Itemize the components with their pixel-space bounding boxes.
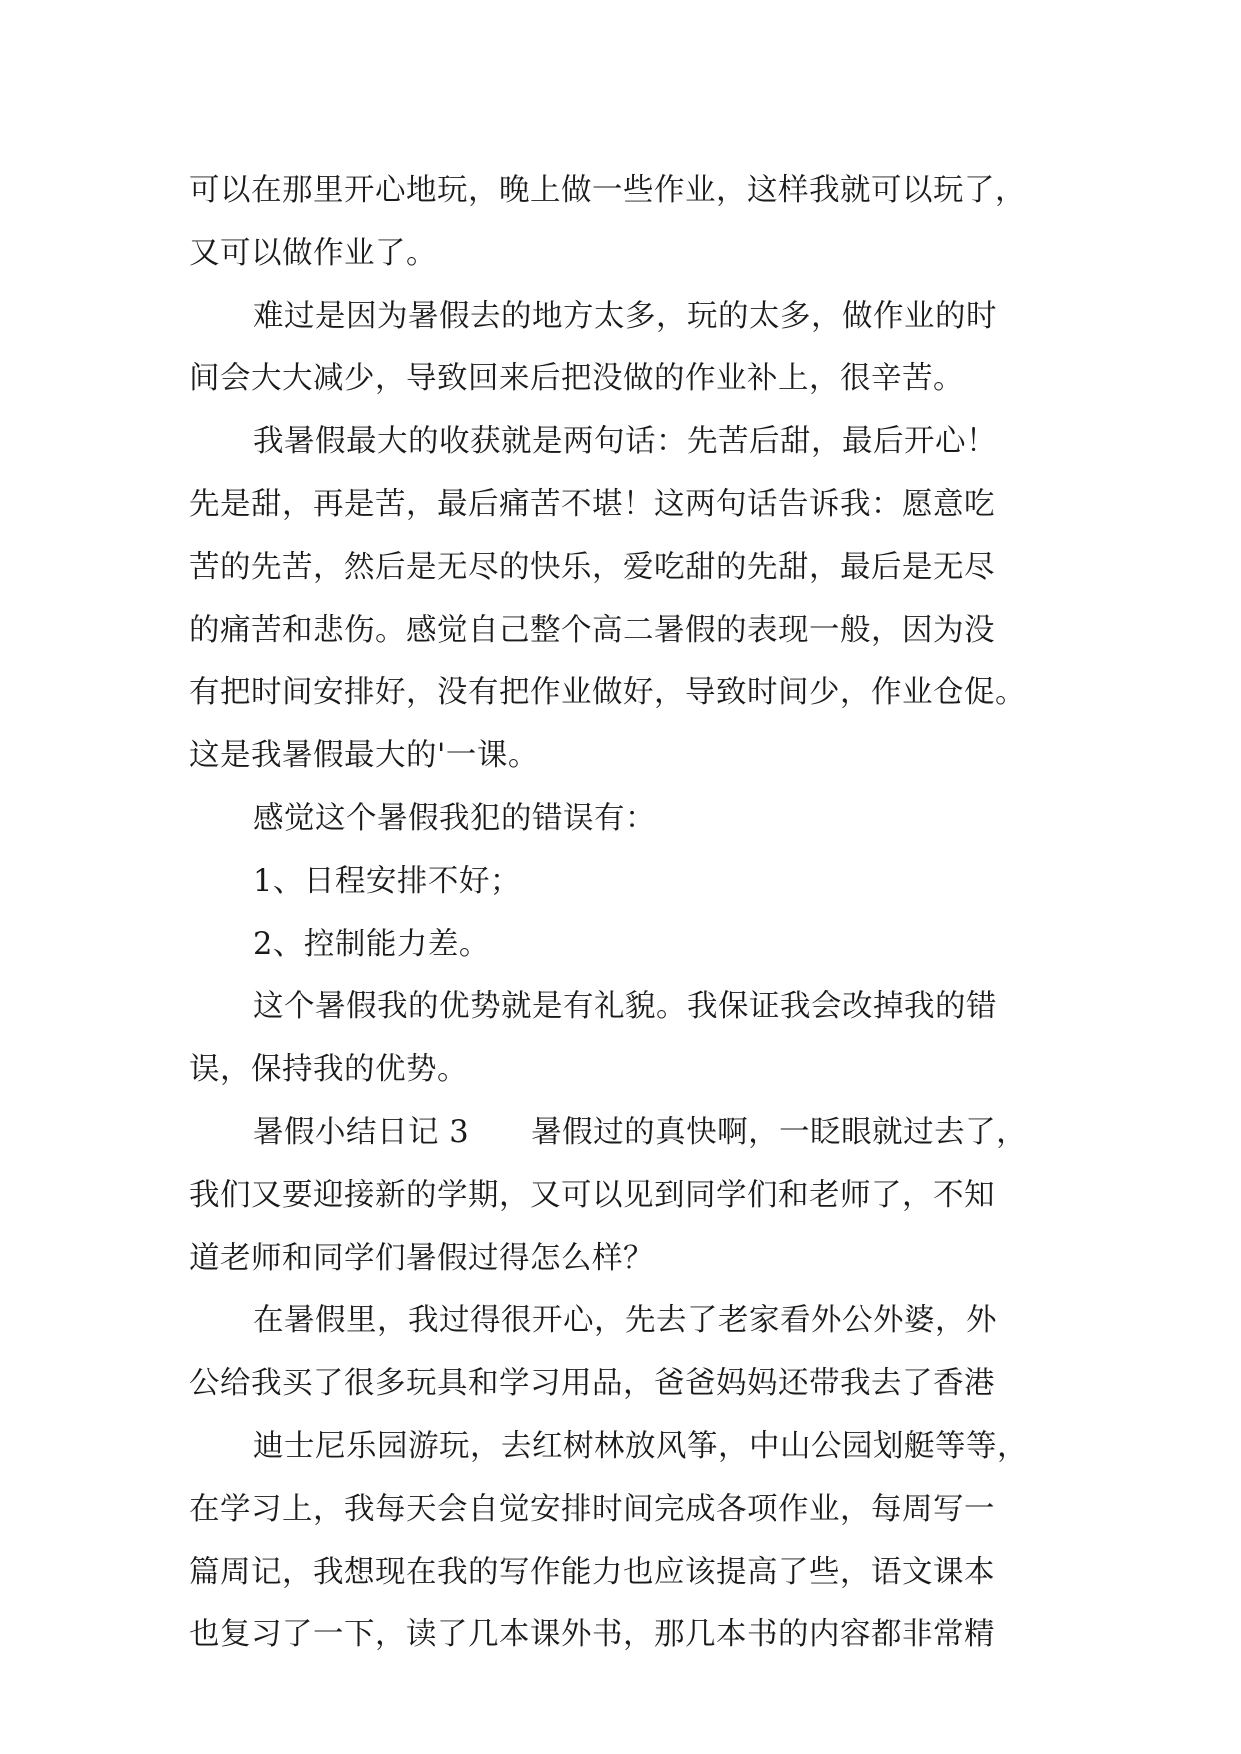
text-line: 误，保持我的优势。 bbox=[189, 1052, 468, 1088]
text-line: 又可以做作业了。 bbox=[189, 235, 437, 271]
text-line: 苦的先苦，然后是无尽的快乐，爱吃甜的先甜，最后是无尽 bbox=[189, 549, 995, 585]
text-line: 可以在那里开心地玩，晚上做一些作业，这样我就可以玩了， bbox=[189, 173, 1026, 208]
text-line: 在暑假里，我过得很开心，先去了老家看外公外婆，外 bbox=[253, 1303, 997, 1339]
list-item: 2、控制能力差。 bbox=[253, 926, 490, 962]
text-line: 感觉这个暑假我犯的错误有： bbox=[253, 800, 656, 836]
text-line: 我暑假最大的收获就是两句话：先苦后甜，最后开心！ bbox=[253, 424, 997, 460]
text-line: 这是我暑假最大的'一课。 bbox=[189, 738, 539, 774]
text-line: 迪士尼乐园游玩，去红树林放风筝，中山公园划艇等等， bbox=[253, 1428, 1028, 1464]
text-line: 暑假小结日记 3 暑假过的真快啊，一眨眼就过去了， bbox=[253, 1114, 1028, 1150]
text-line: 公给我买了很多玩具和学习用品，爸爸妈妈还带我去了香港 bbox=[189, 1366, 995, 1402]
text-line: 我们又要迎接新的学期，又可以见到同学们和老师了，不知 bbox=[189, 1177, 995, 1213]
text-line: 这个暑假我的优势就是有礼貌。我保证我会改掉我的错 bbox=[253, 989, 997, 1025]
text-line: 也复习了一下，读了几本课外书，那几本书的内容都非常精 bbox=[189, 1617, 995, 1653]
text-line: 在学习上，我每天会自觉安排时间完成各项作业，每周写一 bbox=[189, 1491, 995, 1527]
body-text bbox=[189, 160, 1059, 1667]
text-line: 道老师和同学们暑假过得怎么样？ bbox=[189, 1240, 654, 1276]
text-line: 间会大大减少，导致回来后把没做的作业补上，很辛苦。 bbox=[189, 361, 964, 397]
text-line: 先是甜，再是苦，最后痛苦不堪！这两句话告诉我：愿意吃 bbox=[189, 486, 995, 522]
text-line: 的痛苦和悲伤。感觉自己整个高二暑假的表现一般，因为没 bbox=[189, 612, 995, 648]
text-line: 有把时间安排好，没有把作业做好，导致时间少，作业仓促。 bbox=[189, 675, 1026, 711]
list-item: 1、日程安排不好； bbox=[253, 863, 521, 899]
text-line: 篇周记，我想现在我的写作能力也应该提高了些，语文课本 bbox=[189, 1554, 995, 1590]
text-line: 难过是因为暑假去的地方太多，玩的太多，做作业的时 bbox=[253, 298, 997, 334]
